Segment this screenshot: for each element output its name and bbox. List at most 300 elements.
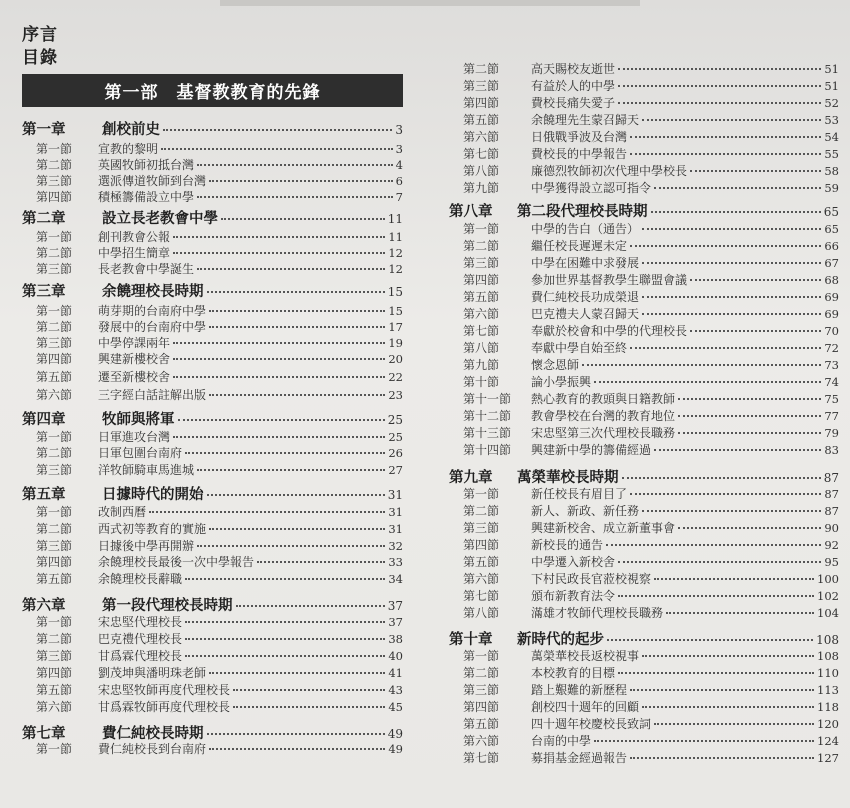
dot-leader — [642, 119, 821, 121]
dot-leader — [690, 279, 821, 281]
page-number: 100 — [817, 572, 839, 586]
chapter-number: 第四章 — [22, 411, 66, 428]
section-entry[interactable] — [463, 94, 839, 111]
dot-leader — [606, 544, 821, 546]
section-entry[interactable] — [36, 444, 403, 461]
section-number: 第十一節 — [463, 392, 512, 406]
section-title: 費校長的中學報告 — [531, 147, 628, 161]
section-entry[interactable] — [463, 553, 839, 570]
dot-leader — [185, 638, 385, 640]
chapter-entry[interactable] — [449, 628, 839, 649]
page-number: 45 — [388, 700, 403, 714]
chapter-entry[interactable] — [22, 118, 403, 139]
dot-leader — [618, 561, 821, 563]
page-number: 79 — [824, 426, 839, 440]
section-entry[interactable] — [463, 698, 839, 715]
section-entry[interactable] — [463, 77, 839, 94]
section-entry[interactable] — [463, 407, 839, 424]
chapter-entry[interactable] — [22, 594, 403, 615]
section-title: 日軍進攻台灣 — [98, 430, 171, 444]
page-number: 87 — [824, 487, 839, 501]
dot-leader — [622, 477, 821, 479]
section-entry[interactable] — [463, 715, 839, 732]
dot-leader — [257, 561, 385, 563]
section-title: 中學獲得設立認可指令 — [531, 181, 652, 195]
page-number: 104 — [817, 606, 839, 620]
toc-heading[interactable]: 目錄 — [22, 48, 58, 68]
section-number: 第一節 — [463, 487, 500, 501]
page-number: 3 — [395, 123, 403, 137]
section-title: 懷念恩師 — [531, 358, 580, 372]
dot-leader — [207, 291, 385, 293]
section-entry[interactable] — [463, 162, 839, 179]
section-number: 第七節 — [463, 324, 500, 338]
page-number: 19 — [388, 336, 403, 350]
section-number: 第六節 — [36, 388, 73, 402]
section-entry[interactable] — [463, 664, 839, 681]
section-title: 改制西曆 — [98, 505, 147, 519]
part-banner: 第一部 基督教教育的先鋒 — [22, 74, 403, 107]
page-number: 108 — [816, 633, 839, 647]
section-title: 新任校長有眉目了 — [531, 487, 628, 501]
section-entry[interactable] — [463, 271, 839, 288]
dot-leader — [651, 211, 821, 213]
section-title: 下村民政長官蒞校視察 — [531, 572, 652, 586]
section-number: 第十二節 — [463, 409, 512, 423]
section-title: 劉茂坤與潘明珠老師 — [98, 666, 207, 680]
section-entry[interactable] — [463, 647, 839, 664]
chapter-entry[interactable] — [449, 466, 839, 487]
chapter-title: 創校前史 — [102, 121, 160, 138]
chapter-title: 日據時代的開始 — [102, 486, 204, 503]
section-entry[interactable] — [36, 503, 403, 520]
chapter-title: 費仁純校長時期 — [102, 725, 204, 742]
section-number: 第六節 — [463, 130, 500, 144]
section-number: 第三節 — [36, 174, 73, 188]
section-number: 第三節 — [36, 649, 73, 663]
section-title: 台南的中學 — [531, 734, 592, 748]
chapter-number: 第七章 — [22, 725, 66, 742]
dot-leader — [173, 236, 385, 238]
dot-leader — [185, 621, 385, 623]
page-number: 38 — [388, 632, 403, 646]
dot-leader — [209, 180, 393, 182]
page-number: 52 — [824, 96, 839, 110]
section-number: 第二節 — [36, 246, 73, 260]
section-number: 第九節 — [463, 358, 500, 372]
dot-leader — [209, 672, 385, 674]
section-title: 選派傳道牧師到台灣 — [98, 174, 207, 188]
section-number: 第三節 — [36, 262, 73, 276]
section-entry[interactable] — [463, 322, 839, 339]
dot-leader — [666, 612, 814, 614]
section-entry[interactable] — [463, 111, 839, 128]
section-entry[interactable] — [463, 502, 839, 519]
section-title: 巴克禮夫人蒙召歸天 — [531, 307, 640, 321]
section-entry[interactable] — [36, 681, 403, 698]
section-title: 中學的告白（通告） — [531, 222, 640, 236]
page-number: 77 — [824, 409, 839, 423]
section-number: 第五節 — [463, 555, 500, 569]
section-number: 第十三節 — [463, 426, 512, 440]
section-title: 中學遷入新校舍 — [531, 555, 616, 569]
section-title: 費仁純校長到台南府 — [98, 742, 207, 756]
section-entry[interactable] — [463, 305, 839, 322]
page-number: 26 — [388, 446, 403, 460]
page-number: 83 — [824, 443, 839, 457]
chapter-number: 第九章 — [449, 469, 493, 486]
page-number: 69 — [824, 290, 839, 304]
page-number: 43 — [388, 683, 403, 697]
dot-leader — [173, 436, 385, 438]
chapter-number: 第十章 — [449, 631, 493, 648]
section-title: 甘爲霖牧師再度代理校長 — [98, 700, 231, 714]
chapter-entry[interactable] — [449, 200, 839, 221]
dot-leader — [209, 326, 385, 328]
page-number: 4 — [395, 158, 403, 172]
dot-leader — [173, 358, 385, 360]
section-title: 日俄戰爭波及台灣 — [531, 130, 628, 144]
section-number: 第六節 — [463, 734, 500, 748]
page-number: 68 — [824, 273, 839, 287]
section-entry[interactable] — [463, 519, 839, 536]
page-number: 74 — [824, 375, 839, 389]
page-number: 118 — [817, 700, 839, 714]
section-entry[interactable] — [36, 244, 403, 261]
section-entry[interactable] — [463, 587, 839, 604]
dot-leader — [178, 419, 385, 421]
section-number: 第二節 — [36, 446, 73, 460]
section-entry[interactable] — [36, 350, 403, 367]
page-number: 55 — [824, 147, 839, 161]
section-title: 熱心教育的教頭與日籍教師 — [531, 392, 676, 406]
dot-leader — [233, 706, 385, 708]
preface-heading[interactable]: 序言 — [22, 25, 58, 45]
dot-leader — [630, 757, 814, 759]
section-title: 萬榮華校長返校視事 — [531, 649, 640, 663]
section-entry[interactable] — [463, 220, 839, 237]
page-number: 66 — [824, 239, 839, 253]
section-number: 第二節 — [36, 158, 73, 172]
section-entry[interactable] — [463, 237, 839, 254]
section-title: 宋忠堅牧師再度代理校長 — [98, 683, 231, 697]
section-entry[interactable] — [463, 179, 839, 196]
section-entry[interactable] — [463, 339, 839, 356]
chapter-entry[interactable] — [22, 207, 403, 228]
page-number: 124 — [817, 734, 839, 748]
section-number: 第一節 — [463, 222, 500, 236]
dot-leader — [630, 689, 814, 691]
section-title: 宋忠堅代理校長 — [98, 615, 183, 629]
page-number: 72 — [824, 341, 839, 355]
page-number: 90 — [824, 521, 839, 535]
section-number: 第二節 — [463, 62, 500, 76]
section-title: 余饒理校長最後一次中學報告 — [98, 555, 255, 569]
section-title: 發展中的台南府中學 — [98, 320, 207, 334]
section-entry[interactable] — [36, 461, 403, 478]
section-entry[interactable] — [463, 356, 839, 373]
section-title: 余饒理校長辭職 — [98, 572, 183, 586]
section-number: 第四節 — [36, 666, 73, 680]
section-number: 第七節 — [463, 589, 500, 603]
dot-leader — [642, 296, 821, 298]
section-title: 新校長的通告 — [531, 538, 604, 552]
page-number: 23 — [388, 388, 403, 402]
section-entry[interactable] — [36, 302, 403, 319]
section-entry[interactable] — [36, 740, 403, 757]
chapter-title: 第二段代理校長時期 — [517, 203, 648, 220]
section-entry[interactable] — [463, 288, 839, 305]
section-number: 第三節 — [36, 539, 73, 553]
page-number: 70 — [824, 324, 839, 338]
chapter-entry[interactable] — [22, 408, 403, 429]
section-entry[interactable] — [36, 228, 403, 245]
dot-leader — [654, 578, 814, 580]
dot-leader — [209, 310, 385, 312]
dot-leader — [197, 545, 385, 547]
page-number: 15 — [388, 304, 403, 318]
dot-leader — [163, 129, 392, 131]
section-number: 第一節 — [36, 615, 73, 629]
section-number: 第二節 — [36, 320, 73, 334]
section-title: 繼任校長遲遲未定 — [531, 239, 628, 253]
dot-leader — [618, 595, 814, 597]
section-title: 奉獻於校會和中學的代理校長 — [531, 324, 688, 338]
page-number: 41 — [388, 666, 403, 680]
page-number: 34 — [388, 572, 403, 586]
page-number: 65 — [824, 222, 839, 236]
section-entry[interactable] — [36, 613, 403, 630]
section-entry[interactable] — [36, 318, 403, 335]
section-entry[interactable] — [36, 553, 403, 570]
page-number: 3 — [395, 142, 403, 156]
section-number: 第八節 — [463, 341, 500, 355]
section-number: 第三節 — [463, 256, 500, 270]
chapter-title: 余饒理校長時期 — [102, 283, 204, 300]
section-title: 頒布新教育法令 — [531, 589, 616, 603]
dot-leader — [654, 187, 821, 189]
section-entry[interactable] — [463, 441, 839, 458]
section-number: 第五節 — [36, 572, 73, 586]
section-entry[interactable] — [463, 570, 839, 587]
page-number: 51 — [824, 79, 839, 93]
section-entry[interactable] — [36, 172, 403, 189]
section-entry[interactable] — [463, 424, 839, 441]
section-entry[interactable] — [36, 664, 403, 681]
section-entry[interactable] — [463, 373, 839, 390]
page-number: 54 — [824, 130, 839, 144]
section-title: 本校教育的目標 — [531, 666, 616, 680]
dot-leader — [236, 605, 385, 607]
section-entry[interactable] — [36, 570, 403, 587]
section-entry[interactable] — [463, 732, 839, 749]
dot-leader — [618, 672, 814, 674]
page-number: 73 — [824, 358, 839, 372]
page-number: 25 — [388, 430, 403, 444]
dot-leader — [607, 639, 813, 641]
dot-leader — [197, 196, 393, 198]
section-number: 第五節 — [463, 717, 500, 731]
section-number: 第一節 — [36, 742, 73, 756]
dot-leader — [642, 228, 821, 230]
section-title: 中學停課兩年 — [98, 336, 171, 350]
page-number: 53 — [824, 113, 839, 127]
chapter-entry[interactable] — [22, 483, 403, 504]
page-number: 58 — [824, 164, 839, 178]
section-entry[interactable] — [463, 60, 839, 77]
section-number: 第九節 — [463, 181, 500, 195]
section-number: 第七節 — [463, 147, 500, 161]
section-number: 第三節 — [36, 336, 73, 350]
section-title: 余饒理先生蒙召歸天 — [531, 113, 640, 127]
section-title: 有益於人的中學 — [531, 79, 616, 93]
dot-leader — [185, 578, 385, 580]
section-entry[interactable] — [36, 698, 403, 715]
dot-leader — [642, 655, 814, 657]
dot-leader — [197, 164, 393, 166]
section-entry[interactable] — [36, 537, 403, 554]
dot-leader — [197, 268, 385, 270]
dot-leader — [207, 494, 385, 496]
section-entry[interactable] — [36, 428, 403, 445]
section-title: 創刊教會公報 — [98, 230, 171, 244]
section-number: 第四節 — [36, 190, 73, 204]
section-title: 創校四十週年的回顧 — [531, 700, 640, 714]
page-number: 49 — [388, 742, 403, 756]
section-number: 第五節 — [463, 113, 500, 127]
section-entry[interactable] — [463, 254, 839, 271]
section-entry[interactable] — [36, 334, 403, 351]
dot-leader — [630, 493, 821, 495]
page-number: 110 — [817, 666, 839, 680]
dot-leader — [161, 148, 393, 150]
section-entry[interactable] — [463, 681, 839, 698]
page-number: 25 — [387, 413, 403, 427]
section-number: 第二節 — [463, 504, 500, 518]
section-title: 西式初等教育的實施 — [98, 522, 207, 536]
section-number: 第五節 — [36, 370, 73, 384]
section-number: 第八節 — [463, 164, 500, 178]
section-number: 第二節 — [36, 632, 73, 646]
dot-leader — [642, 262, 821, 264]
section-entry[interactable] — [36, 260, 403, 277]
section-number: 第一節 — [36, 430, 73, 444]
dot-leader — [690, 330, 821, 332]
section-entry[interactable] — [36, 520, 403, 537]
page-number: 27 — [388, 463, 403, 477]
section-title: 宋忠堅第三次代理校長職務 — [531, 426, 676, 440]
section-number: 第三節 — [463, 521, 500, 535]
dot-leader — [185, 655, 385, 657]
page-number: 11 — [388, 230, 403, 244]
dot-leader — [209, 748, 385, 750]
page-number: 33 — [388, 555, 403, 569]
section-entry[interactable] — [36, 140, 403, 157]
page-number: 87 — [823, 471, 839, 485]
section-entry[interactable] — [463, 749, 839, 766]
dot-leader — [594, 740, 814, 742]
section-entry[interactable] — [36, 647, 403, 664]
section-number: 第五節 — [463, 290, 500, 304]
section-title: 新人、新政、新任務 — [531, 504, 640, 518]
chapter-entry[interactable] — [22, 280, 403, 301]
chapter-title: 設立長老教會中學 — [102, 210, 218, 227]
section-title: 萌芽期的台南府中學 — [98, 304, 207, 318]
section-title: 英國牧師初抵台灣 — [98, 158, 195, 172]
chapter-number: 第六章 — [22, 597, 66, 614]
section-number: 第三節 — [463, 683, 500, 697]
dot-leader — [594, 381, 821, 383]
page-number: 67 — [824, 256, 839, 270]
dot-leader — [678, 415, 821, 417]
page-number: 7 — [395, 190, 403, 204]
section-number: 第四節 — [463, 700, 500, 714]
section-title: 三字經白話註解出版 — [98, 388, 207, 402]
section-title: 廉德烈牧師初次代理中學校長 — [531, 164, 688, 178]
dot-leader — [678, 432, 821, 434]
section-number: 第二節 — [463, 239, 500, 253]
dot-leader — [221, 218, 385, 220]
section-number: 第一節 — [36, 142, 73, 156]
section-title: 募捐基金經過報告 — [531, 751, 628, 765]
section-entry[interactable] — [36, 368, 403, 385]
page-number: 31 — [388, 522, 403, 536]
dot-leader — [209, 528, 385, 530]
section-entry[interactable] — [36, 156, 403, 173]
page-number: 87 — [824, 504, 839, 518]
section-entry[interactable] — [463, 485, 839, 502]
section-title: 費仁純校長功成榮退 — [531, 290, 640, 304]
page-number: 17 — [388, 320, 403, 334]
section-entry[interactable] — [36, 386, 403, 403]
section-title: 巴克禮代理校長 — [98, 632, 183, 646]
dot-leader — [173, 376, 385, 378]
section-entry[interactable] — [36, 188, 403, 205]
section-entry[interactable] — [463, 604, 839, 621]
section-title: 長老教會中學誕生 — [98, 262, 195, 276]
dot-leader — [630, 245, 821, 247]
section-number: 第十節 — [463, 375, 500, 389]
page-number: 120 — [817, 717, 839, 731]
section-entry[interactable] — [36, 630, 403, 647]
page-number: 108 — [817, 649, 839, 663]
section-title: 積極籌備設立中學 — [98, 190, 195, 204]
section-entry[interactable] — [463, 390, 839, 407]
section-entry[interactable] — [463, 128, 839, 145]
dot-leader — [630, 153, 821, 155]
dot-leader — [233, 689, 385, 691]
chapter-title: 第一段代理校長時期 — [102, 597, 233, 614]
page-number: 12 — [388, 262, 403, 276]
page-edge-shadow — [220, 0, 640, 6]
chapter-title: 萬榮華校長時期 — [517, 469, 619, 486]
section-entry[interactable] — [463, 536, 839, 553]
section-number: 第六節 — [463, 307, 500, 321]
section-title: 興建新中學的籌備經過 — [531, 443, 652, 457]
section-number: 第六節 — [36, 700, 73, 714]
section-title: 奉獻中學自始至終 — [531, 341, 628, 355]
page-number: 12 — [388, 246, 403, 260]
section-title: 四十週年校慶校長致詞 — [531, 717, 652, 731]
section-number: 第四節 — [36, 352, 73, 366]
dot-leader — [582, 364, 821, 366]
section-title: 參加世界基督教學生聯盟會議 — [531, 273, 688, 287]
dot-leader — [642, 706, 814, 708]
page-number: 20 — [388, 352, 403, 366]
dot-leader — [197, 469, 385, 471]
section-number: 第五節 — [36, 683, 73, 697]
section-entry[interactable] — [463, 145, 839, 162]
